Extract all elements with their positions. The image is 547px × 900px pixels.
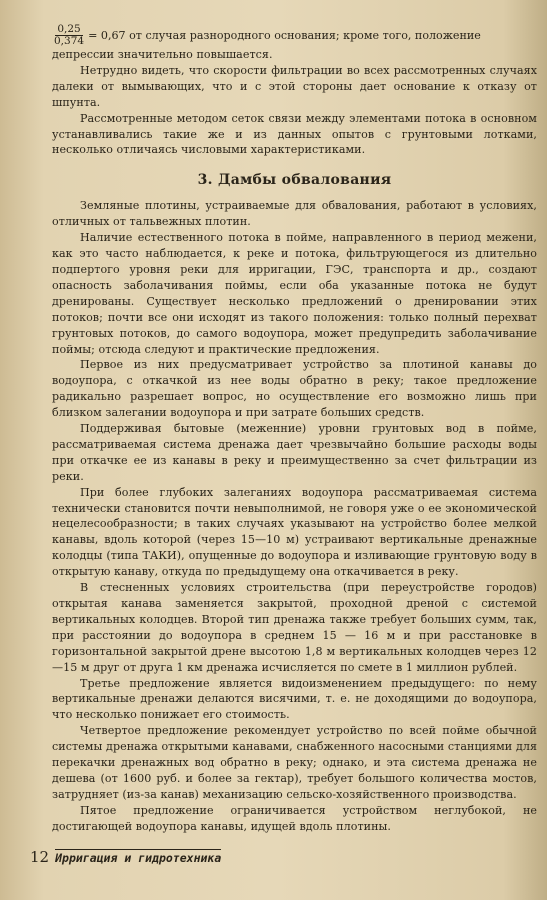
fraction-line-text: = 0,67 от случая разнородного основания; кроме того, положение	[88, 29, 481, 42]
journal-title: Ирригация и гидротехника	[55, 851, 222, 865]
intro-continuation: депрессии значительно повышается.	[52, 48, 273, 61]
fraction	[52, 24, 86, 47]
paragraph: Первое из них предусматривает устройство за плотиной канавы до водоупора, с откачкой из нее воды обратно в реку; такое предложение радикально разрешает вопрос, но осуществление его возможно лишь при близком залегании водоупора и при затрате больших средств.	[52, 358, 537, 420]
paragraph: Земляные плотины, устраиваемые для обвалования, работают в условиях, отличных от тальвежных плотин.	[52, 199, 537, 229]
paragraph: Наличие естественного потока в пойме, направленного в период межени, как это часто наблюдается, к реке и потока, фильтрующегося из длительно подпертого уровня реки для ирригации, ГЭС, транспорта и др., создают опасность заболачивания поймы, если оба указанные потока не будут дренированы. Существует несколько предложений о дренировании этих потоков; почти все они исходят из такого положения: только полный перехват грунтовых потоков, до самого водоупора, может предупредить заболачивание поймы; отсюда следуют и практические предложения.	[52, 231, 537, 356]
paragraph: В стесненных условиях строительства (при переустройстве городов) открытая канава заменяется закрытой, проходной дреной с системой вертикальных колодцев. Второй тип дренажа также требует больших сумм, так, при расстоянии до водоупора в среднем 15 — 16 м и при расстановке в горизонтальной закрытой дрене высотою 1,8 м вертикальных колодцев через 12—15 м друг от друга 1 км дренажа исчисляется по смете в 1 миллион рублей.	[52, 581, 537, 674]
page-number: 12	[30, 848, 50, 866]
paragraph: Рассмотренные методом сеток связи между элементами потока в основном устанавливались такие же и из данных опытов с грунтовыми лотками, несколько отличаясь числовыми характеристиками.	[52, 111, 537, 157]
fraction-line	[52, 23, 537, 47]
page-footer	[30, 848, 221, 866]
paragraph: Третье предложение является видоизменением предыдущего: по нему вертикальные дренажи делаются висячими, т. е. не доходящими до водоупора, что несколько понижает его стоимость.	[52, 676, 537, 722]
paragraph: Поддерживая бытовые (меженние) уровни грунтовых вод в пойме, рассматриваемая система дренажа дает чрезвычайно большие расходы воды при откачке ее из канавы в реку и преимущественно за счет фильтрации из реки.	[52, 422, 537, 483]
paragraph: При более глубоких залеганиях водоупора рассматриваемая система технически становится почти невыполнимой, не говоря уже о ее экономической нецелесообразности; в таких случаях указывают на устройство более мелкой канавы, вдоль которой (через 15—10 м) устраивают вертикальные дренажные колодцы (типа ТАКИ), опущенные до водоупора и изливающие грунтовую воду в открытую канаву, откуда по предыдущему она откачивается в реку.	[52, 485, 537, 579]
paragraph: Четвертое предложение рекомендует устройство по всей пойме обычной системы дренажа открытыми канавами, снабженного насосными станциями для перекачки дренажных вод обратно в реку; однако, и эта система дренажа не дешева (от 1600 руб. и более за гектар), требует большого количества мостов, затрудняет (из-за канав) механизацию сельско-хозяйственного производства.	[52, 724, 537, 801]
paragraph: Нетрудно видеть, что скорости фильтрации во всех рассмотренных случаях далеки от вымывающих, что и с этой стороны дает основание к отказу от шпунта.	[52, 63, 537, 109]
fraction-numerator: 0,25	[57, 23, 81, 35]
paragraph: Пятое предложение ограничивается устройством неглубокой, не достигающей водоупора канавы, идущей вдоль плотины.	[52, 803, 537, 833]
section-title: 3. Дамбы обвалования	[197, 172, 392, 189]
fraction-denominator: 0,374	[54, 35, 85, 47]
